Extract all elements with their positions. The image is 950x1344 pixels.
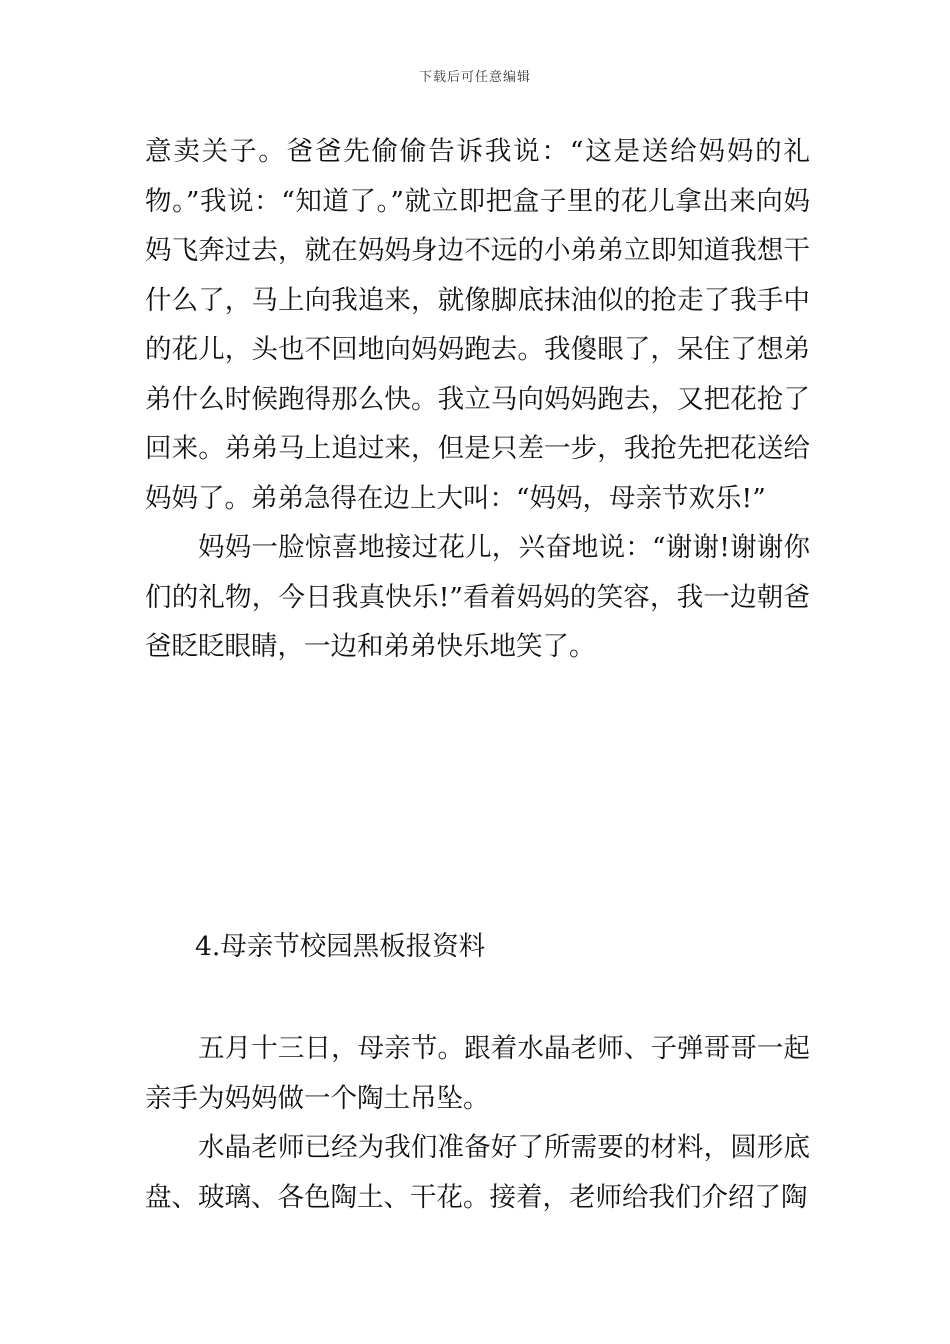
page-header-note: 下载后可任意编辑: [418, 70, 531, 85]
story-paragraph-ending: 妈妈一脸惊喜地接过花儿，兴奋地说：“谢谢!谢谢你们的礼物，今日我真快乐!”看着妈妈的笑容，我一边朝爸爸眨眨眼睛，一边和弟弟快乐地笑了。: [145, 532, 810, 662]
section-heading: 4.母亲节校园黑板报资料: [195, 931, 486, 962]
story-section: [145, 127, 810, 672]
blackboard-section: [145, 1024, 810, 1222]
blackboard-paragraph-intro: 五月十三日，母亲节。跟着水晶老师、子弹哥哥一起亲手为妈妈做一个陶土吊坠。: [145, 1033, 810, 1114]
blackboard-paragraph-materials: 水晶老师已经为我们准备好了所需要的材料，圆形底盘、玻璃、各色陶土、干花。接着，老师给我们介绍了陶: [145, 1132, 810, 1213]
story-paragraph-continued: 意卖关子。爸爸先偷偷告诉我说：“这是送给妈妈的礼物。”我说：“知道了。”就立即把盒子里的花儿拿出来向妈妈飞奔过去，就在妈妈身边不远的小弟弟立即知道我想干什么了，马上向我追来，就像脚底抹油似的抢走了我手中的花儿，头也不回地向妈妈跑去。我傻眼了，呆住了想弟弟什么时候跑得那么快。我立马向妈妈跑去，又把花抢了回来。弟弟马上追过来，但是只差一步，我抢先把花送给妈妈了。弟弟急得在边上大叫：“妈妈，母亲节欢乐!”: [145, 136, 810, 514]
